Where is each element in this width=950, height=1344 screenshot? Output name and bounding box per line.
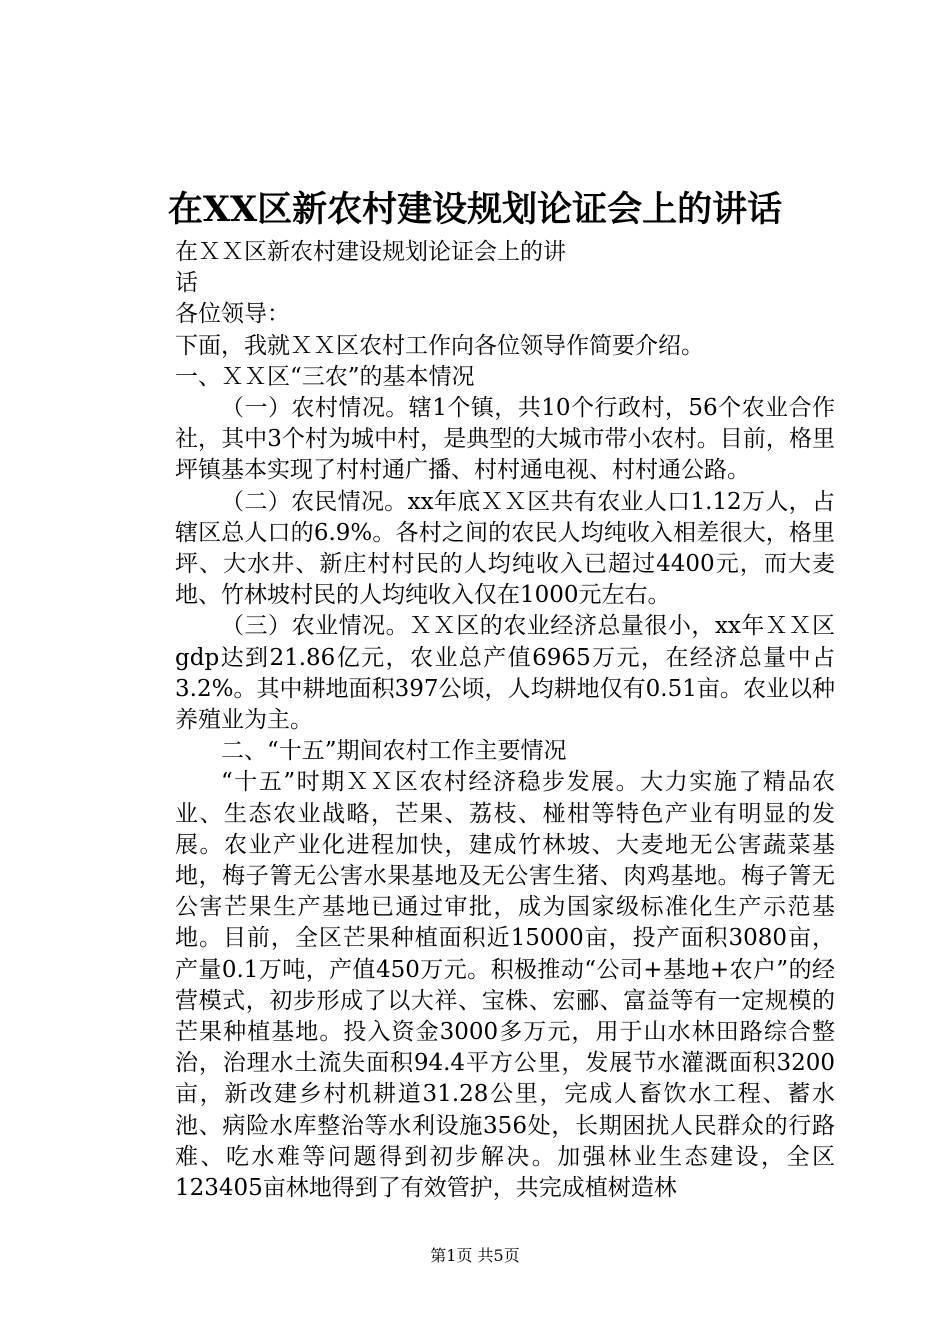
paragraph-agriculture-situation: （三）农业情况。ＸＸ区的农业经济总量很小，xx年ＸＸ区gdp达到21.86亿元，农业总产值6965万元，在经济总量中占3.2%。其中耕地面积397公顷，人均耕地仅有0.51亩。农业以种养殖业为主。: [175, 613, 835, 734]
subtitle-line-1: 在ＸＸ区新农村建设规划论证会上的讲: [175, 239, 566, 265]
paragraph-rural-situation: （一）农村情况。辖1个镇，共10个行政村，56个农业合作社，其中3个村为城中村，是典型的大城市带小农村。目前，格里坪镇基本实现了村村通广播、村村通电视、村村通公路。: [175, 395, 835, 484]
intro-paragraph: 下面，我就ＸＸ区农村工作向各位领导作简要介绍。: [175, 332, 704, 359]
salutation: 各位领导：: [175, 301, 290, 328]
section-heading-1: 一、ＸＸ区“三农”的基本情况: [175, 363, 475, 390]
paragraph-farmer-situation: （二）农民情况。xx年底ＸＸ区共有农业人口1.12万人，占辖区总人口的6.9%。各村之间的农民人均纯收入相差很大，格里坪、大水井、新庄村村民的人均纯收入已超过4400元，而大麦地、竹林坡村民的人均纯收入仅在1000元左右。: [175, 488, 835, 609]
paragraph-fifteenth-plan: “十五”时期ＸＸ区农村经济稳步发展。大力实施了精品农业、生态农业战略，芒果、荔枝、椪柑等特色产业有明显的发展。农业产业化进程加快，建成竹林坡、大麦地无公害蔬菜基地，梅子箐无公害水果基地及无公害生猪、肉鸡基地。梅子箐无公害芒果生产基地已通过审批，成为国家级标准化生产示范基地。目前，全区芒果种植面积近15000亩，投产面积3080亩，产量0.1万吨，产值450万元。积极推动“公司+基地+农户”的经营模式，初步形成了以大祥、宝株、宏郦、富益等有一定规模的芒果种植基地。投入资金3000多万元，用于山水林田路综合整治，治理水土流失面积94.4平方公里，发展节水灌溉面积3200亩，新改建乡村机耕道31.28公里，完成人畜饮水工程、蓄水池、病险水库整治等水利设施356处，长期困扰人民群众的行路难、吃水难等问题得到初步解决。加强林业生态建设，全区123405亩林地得到了有效管护，共完成植树造林: [175, 769, 835, 1202]
subtitle-line-2: 话: [175, 270, 198, 297]
page-title: 在XX区新农村建设规划论证会上的讲话: [167, 189, 783, 230]
page-footer: 第1页 共5页: [430, 1246, 520, 1265]
document-body: [175, 237, 835, 1204]
section-heading-2: 二、“十五”期间农村工作主要情况: [221, 738, 567, 765]
